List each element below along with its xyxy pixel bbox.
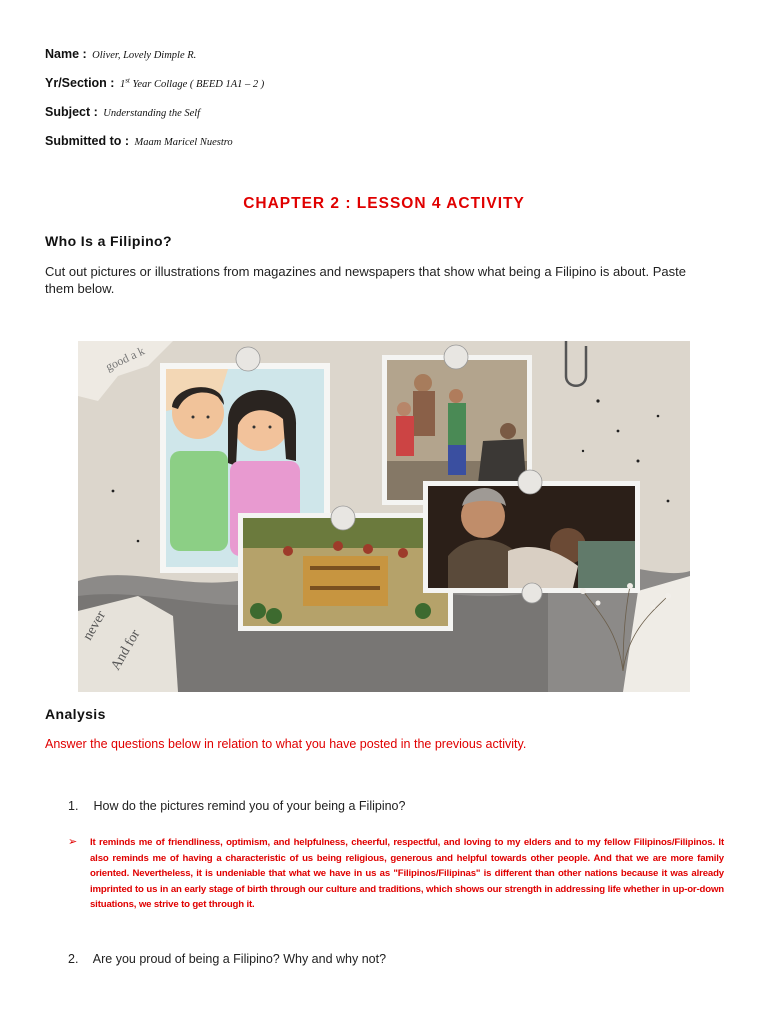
subject-label: Subject : [45,105,98,119]
submitted-line [45,134,233,148]
question-2 [68,952,386,966]
question-title: Who Is a Filipino? [45,233,172,249]
submitted-value: Maam Maricel Nuestro [134,137,233,148]
subject-value: Understanding the Self [103,108,201,119]
svg-text:good a k: good a k [103,343,147,374]
question-1-number: 1. [68,799,79,813]
photo-mano-po [423,481,640,593]
answer-1-text: It reminds me of friendliness, optimism, and helpfulness, cheerful, respectful, and loving to my elders and to my fellow Filipinos/Filipinos. It also reminds me of having a characteristic of us being religious, generous and helpful towards other people. And that we are more family oriented. Nevertheless, it is undeniable that what we have in us as "Filipinos/Filipinas" is different than other nations because it was already imprinted to us in an early stage of birth through our culture and traditions, which shows our strength in addressing life whether in up-or-down situations, we strive to get through it. [90,837,724,911]
photo-harvest [238,513,453,631]
section-label: Yr/Section : [45,76,115,90]
answer-1 [68,835,724,913]
name-line [45,47,196,61]
chapter-title: CHAPTER 2 : LESSON 4 ACTIVITY [243,195,525,212]
arrow-bullet-icon: ➢ [68,836,78,848]
question-2-text: Are you proud of being a Filipino? Why and why not? [92,952,387,966]
analysis-instruction: Answer the questions below in relation to what you have posted in the previous activity. [45,737,527,751]
name-label: Name : [45,47,87,61]
subject-line [45,105,200,119]
collage-image [78,341,690,692]
question-1 [68,799,405,813]
svg-text:And for: And for [108,627,144,673]
section-value: 1st Year Collage ( BEED 1A1 – 2 ) [119,76,265,90]
activity-instruction: Cut out pictures or illustrations from magazines and newspapers that show what being a Filipino is about. Paste them below. [45,264,686,296]
svg-text:never: never [80,608,110,643]
analysis-title: Analysis [45,706,106,722]
name-value: Oliver, Lovely Dimple R. [92,50,197,61]
question-2-number: 2. [68,952,79,966]
section-line [45,76,264,90]
question-1-text: How do the pictures remind you of your being a Filipino? [93,799,406,813]
submitted-label: Submitted to : [45,134,130,148]
